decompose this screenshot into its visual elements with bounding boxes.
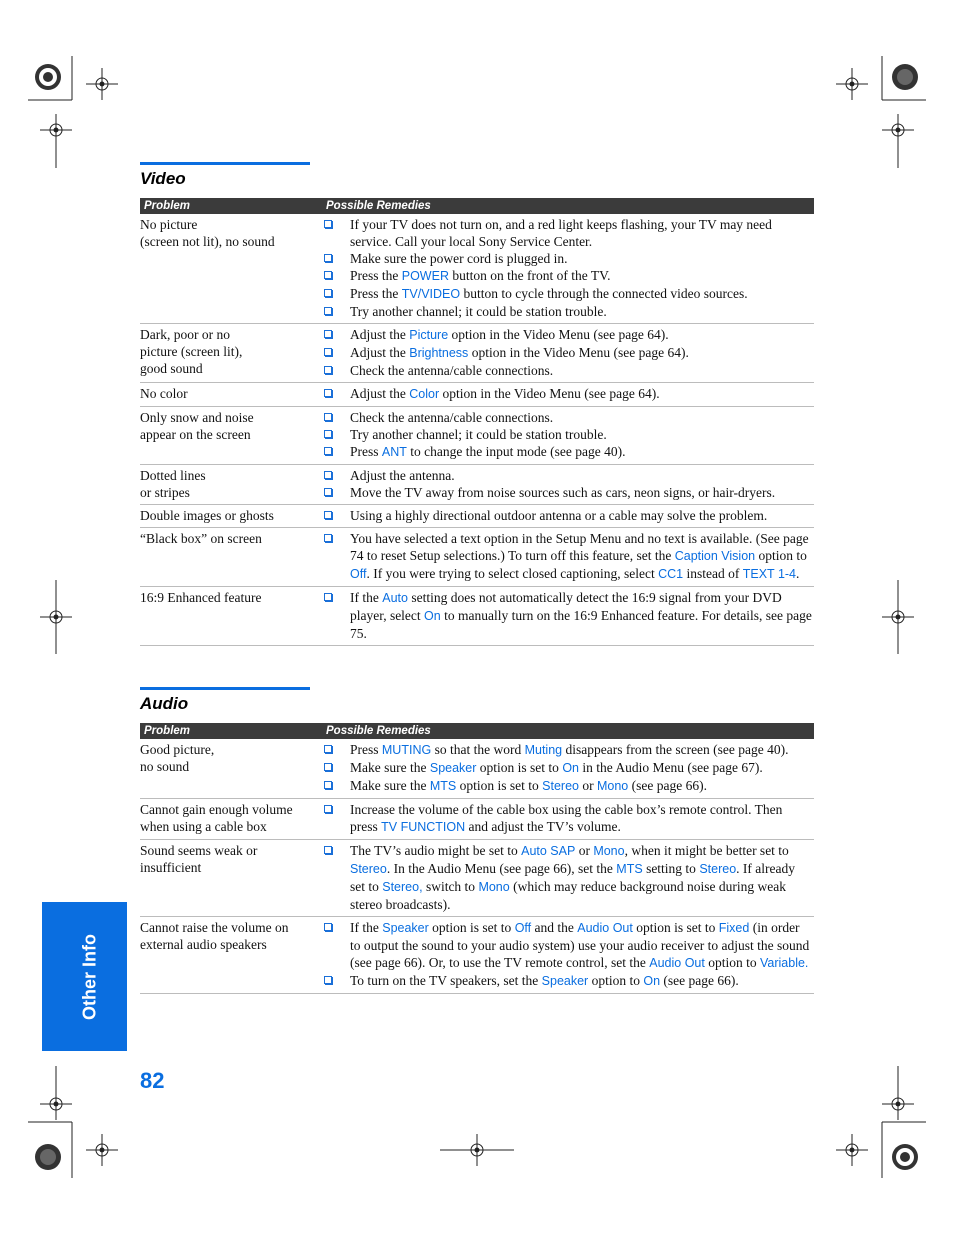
problem-cell: Good picture, no sound: [140, 742, 215, 774]
remedy-text: to change the input mode (see page 40).: [406, 444, 626, 459]
control-keyword: MUTING: [381, 743, 432, 757]
control-keyword: MTS: [429, 779, 457, 793]
problem-cell: Dotted lines or stripes: [140, 468, 206, 500]
remedy-text: If the: [350, 590, 383, 605]
remedy-text: .: [796, 566, 800, 581]
remedies-cell: [324, 467, 814, 501]
checkbox-bullet-icon: [324, 366, 332, 374]
problem-cell: No color: [140, 386, 188, 401]
audio-section-rule: [140, 687, 310, 690]
checkbox-bullet-icon: [324, 976, 332, 984]
remedies-cell: [324, 216, 814, 320]
checkbox-bullet-icon: [324, 447, 332, 455]
side-tab: [42, 902, 127, 1051]
remedy-item: [324, 385, 814, 403]
control-keyword: TV FUNCTION: [381, 820, 466, 834]
control-keyword: Picture: [409, 328, 449, 342]
control-keyword: Caption Vision: [674, 549, 756, 563]
remedy-text: . If you were trying to select closed captioning, select: [366, 566, 659, 581]
table-row: [140, 383, 814, 407]
remedy-item: [324, 759, 814, 777]
remedy-text: disappears from the screen (see page 40).: [562, 742, 789, 757]
remedy-text: Check the antenna/cable connections.: [350, 363, 554, 378]
checkbox-bullet-icon: [324, 488, 332, 496]
remedy-text: and adjust the TV’s volume.: [465, 819, 621, 834]
problem-cell: “Black box” on screen: [140, 531, 262, 546]
remedy-item: [324, 741, 814, 759]
audio-table-header: [140, 723, 814, 739]
remedy-item: [324, 467, 814, 484]
control-keyword: Mono: [478, 880, 510, 894]
remedy-text: option is set to: [476, 760, 563, 775]
remedies-cell: [324, 589, 814, 642]
remedies-cell: [324, 741, 814, 795]
remedy-text: Adjust the: [350, 327, 410, 342]
remedy-text: Adjust the: [350, 386, 410, 401]
remedy-item: [324, 589, 814, 642]
problem-cell: Only snow and noise appear on the screen: [140, 410, 254, 442]
checkbox-bullet-icon: [324, 348, 332, 356]
table-row: [140, 407, 814, 465]
checkbox-bullet-icon: [324, 430, 332, 438]
remedy-text: Make sure the: [350, 778, 430, 793]
remedy-text: button on the front of the TV.: [448, 268, 611, 283]
problem-cell: Double images or ghosts: [140, 508, 274, 523]
control-keyword: Speaker: [429, 761, 477, 775]
remedy-text: Using a highly directional outdoor antenna or a cable may solve the problem.: [350, 508, 768, 523]
remedy-text: Make sure the: [350, 760, 430, 775]
remedies-cell: [324, 409, 814, 461]
remedy-text: Make sure the power cord is plugged in.: [350, 251, 568, 266]
remedy-text: . If already set to: [350, 861, 795, 894]
page-number: 82: [140, 1068, 165, 1093]
remedy-text: (see page 66).: [660, 973, 739, 988]
remedy-text: and the: [531, 920, 578, 935]
remedy-text: Press: [350, 742, 382, 757]
control-keyword: ANT: [381, 445, 407, 459]
control-keyword: Mono: [593, 844, 625, 858]
remedy-text: setting to: [642, 861, 700, 876]
control-keyword: Auto SAP: [521, 844, 576, 858]
remedy-text: Check the antenna/cable connections.: [350, 410, 554, 425]
side-tab-label: Other Info: [79, 934, 100, 1020]
checkbox-bullet-icon: [324, 330, 332, 338]
control-keyword: Stereo: [350, 862, 387, 876]
video-table: [140, 198, 814, 646]
audio-rows: [140, 739, 814, 994]
audio-table: [140, 723, 814, 994]
checkbox-bullet-icon: [324, 846, 332, 854]
problem-cell: 16:9 Enhanced feature: [140, 590, 262, 605]
remedy-text: Adjust the antenna.: [350, 468, 455, 483]
checkbox-bullet-icon: [324, 745, 332, 753]
checkbox-bullet-icon: [324, 413, 332, 421]
table-row: [140, 528, 814, 587]
table-row: [140, 739, 814, 799]
control-keyword: Audio Out: [649, 956, 705, 970]
control-keyword: Variable.: [759, 956, 809, 970]
remedy-text: option to: [704, 955, 760, 970]
table-row: [140, 465, 814, 505]
control-keyword: Fixed: [718, 921, 750, 935]
remedy-text: option in the Video Menu (see page 64).: [468, 345, 689, 360]
remedy-text: Move the TV away from noise sources such as cars, neon signs, or hair-dryers.: [350, 485, 776, 500]
remedy-text: (see page 66).: [628, 778, 707, 793]
remedy-item: [324, 426, 814, 443]
checkbox-bullet-icon: [324, 593, 332, 601]
remedy-text: (in order to output the sound to your audio system) use your audio receiver to adjust the sound (see page 66). Or, to use the TV remote control, set the: [350, 920, 810, 970]
table-row: [140, 840, 814, 917]
table-row: [140, 505, 814, 528]
table-row: [140, 587, 814, 646]
remedy-text: , when it might be better set to: [624, 843, 789, 858]
remedy-text: If the: [350, 920, 383, 935]
remedy-item: [324, 362, 814, 379]
table-row: [140, 799, 814, 840]
remedy-text: setting does not automatically detect the 16:9 signal from your DVD player, select: [350, 590, 782, 623]
control-keyword: Brightness: [409, 346, 469, 360]
remedy-item: [324, 972, 814, 990]
checkbox-bullet-icon: [324, 534, 332, 542]
remedy-text: switch to: [422, 879, 479, 894]
video-section-title: Video: [140, 169, 186, 188]
checkbox-bullet-icon: [324, 923, 332, 931]
remedies-cell: [324, 801, 814, 836]
control-keyword: CC1: [658, 567, 684, 581]
remedy-item: [324, 443, 814, 461]
remedy-text: You have selected a text option in the Setup Menu and no text is available. (See page 74 to reset Setup selections.) To turn off this feature, set the: [350, 531, 809, 563]
header-problem: Problem: [144, 725, 191, 737]
audio-section-title: Audio: [140, 694, 189, 713]
video-section-rule: [140, 162, 310, 165]
checkbox-bullet-icon: [324, 763, 332, 771]
remedy-text: or: [578, 778, 597, 793]
remedy-text: Try another channel; it could be station trouble.: [350, 304, 607, 319]
checkbox-bullet-icon: [324, 271, 332, 279]
control-keyword: TEXT 1-4: [742, 567, 797, 581]
remedy-text: The TV’s audio might be set to: [350, 843, 522, 858]
checkbox-bullet-icon: [324, 254, 332, 262]
control-keyword: On: [424, 609, 441, 623]
remedy-item: [324, 216, 814, 250]
problem-cell: No picture (screen not lit), no sound: [140, 217, 275, 249]
remedy-text: To turn on the TV speakers, set the: [350, 973, 542, 988]
remedies-cell: [324, 326, 814, 379]
header-remedies: Possible Remedies: [326, 200, 431, 212]
remedy-text: (which may reduce background noise during weak stereo broadcasts).: [350, 879, 787, 912]
checkbox-bullet-icon: [324, 805, 332, 813]
remedy-text: so that the word: [431, 742, 525, 757]
remedies-cell: [324, 919, 814, 990]
remedy-item: [324, 326, 814, 344]
control-keyword: Audio Out: [577, 921, 633, 935]
remedy-item: [324, 507, 814, 524]
remedy-text: option in the Video Menu (see page 64).: [439, 386, 660, 401]
remedy-text: Press: [350, 444, 382, 459]
remedy-text: option is set to: [456, 778, 543, 793]
remedy-item: [324, 801, 814, 836]
control-keyword: On: [562, 761, 579, 775]
remedy-text: to manually turn on the 16:9 Enhanced feature. For details, see page 75.: [350, 608, 812, 641]
remedy-text: in the Audio Menu (see page 67).: [579, 760, 763, 775]
remedy-text: Increase the volume of the cable box using the cable box’s remote control. Then press: [350, 802, 783, 834]
control-keyword: TV/VIDEO: [401, 287, 461, 301]
table-row: [140, 214, 814, 324]
problem-cell: Dark, poor or no picture (screen lit), good sound: [140, 327, 243, 376]
checkbox-bullet-icon: [324, 389, 332, 397]
control-keyword: Stereo: [542, 779, 579, 793]
remedy-text: Try another channel; it could be station trouble.: [350, 427, 607, 442]
remedy-item: [324, 919, 814, 972]
control-keyword: Off: [514, 921, 532, 935]
problem-cell: Cannot raise the volume on external audio speakers: [140, 920, 289, 952]
checkbox-bullet-icon: [324, 471, 332, 479]
remedy-item: [324, 285, 814, 303]
control-keyword: MTS: [616, 862, 643, 876]
remedy-text: option to: [588, 973, 644, 988]
remedy-text: option in the Video Menu (see page 64).: [448, 327, 669, 342]
control-keyword: Off: [350, 567, 367, 581]
remedy-text: button to cycle through the connected video sources.: [460, 286, 748, 301]
remedies-cell: [324, 385, 814, 403]
control-keyword: Muting: [524, 743, 563, 757]
control-keyword: Mono: [596, 779, 629, 793]
remedy-item: [324, 303, 814, 320]
table-row: [140, 917, 814, 994]
video-rows: [140, 214, 814, 646]
remedy-text: If your TV does not turn on, and a red light keeps flashing, your TV may need service. Call your local Sony Service Center.: [350, 217, 772, 249]
remedy-item: [324, 842, 814, 913]
remedy-item: [324, 267, 814, 285]
remedy-item: [324, 530, 814, 583]
control-keyword: Color: [409, 387, 440, 401]
checkbox-bullet-icon: [324, 781, 332, 789]
control-keyword: Auto: [382, 591, 408, 605]
checkbox-bullet-icon: [324, 289, 332, 297]
remedies-cell: [324, 507, 814, 524]
remedy-item: [324, 344, 814, 362]
control-keyword: On: [643, 974, 661, 988]
control-keyword: Speaker: [541, 974, 589, 988]
control-keyword: Stereo,: [382, 880, 423, 894]
remedy-text: Adjust the: [350, 345, 410, 360]
remedy-text: instead of: [683, 566, 743, 581]
remedy-text: Press the: [350, 268, 402, 283]
remedy-item: [324, 777, 814, 795]
remedy-text: or: [575, 843, 594, 858]
control-keyword: Stereo: [699, 862, 737, 876]
problem-cell: Sound seems weak or insufficient: [140, 843, 258, 875]
remedy-text: Press the: [350, 286, 402, 301]
video-table-header: [140, 198, 814, 214]
remedy-item: [324, 409, 814, 426]
header-problem: Problem: [144, 200, 191, 212]
remedy-text: option to: [755, 548, 807, 563]
problem-cell: Cannot gain enough volume when using a cable box: [140, 802, 293, 834]
control-keyword: Speaker: [382, 921, 429, 935]
table-row: [140, 324, 814, 383]
checkbox-bullet-icon: [324, 307, 332, 315]
remedy-item: [324, 250, 814, 267]
control-keyword: POWER: [401, 269, 449, 283]
remedy-text: option is set to: [428, 920, 515, 935]
remedy-item: [324, 484, 814, 501]
header-remedies: Possible Remedies: [326, 725, 431, 737]
remedy-text: option is set to: [632, 920, 719, 935]
remedy-text: . In the Audio Menu (see page 66), set the: [386, 861, 617, 876]
remedies-cell: [324, 530, 814, 583]
checkbox-bullet-icon: [324, 511, 332, 519]
remedies-cell: [324, 842, 814, 913]
checkbox-bullet-icon: [324, 220, 332, 228]
